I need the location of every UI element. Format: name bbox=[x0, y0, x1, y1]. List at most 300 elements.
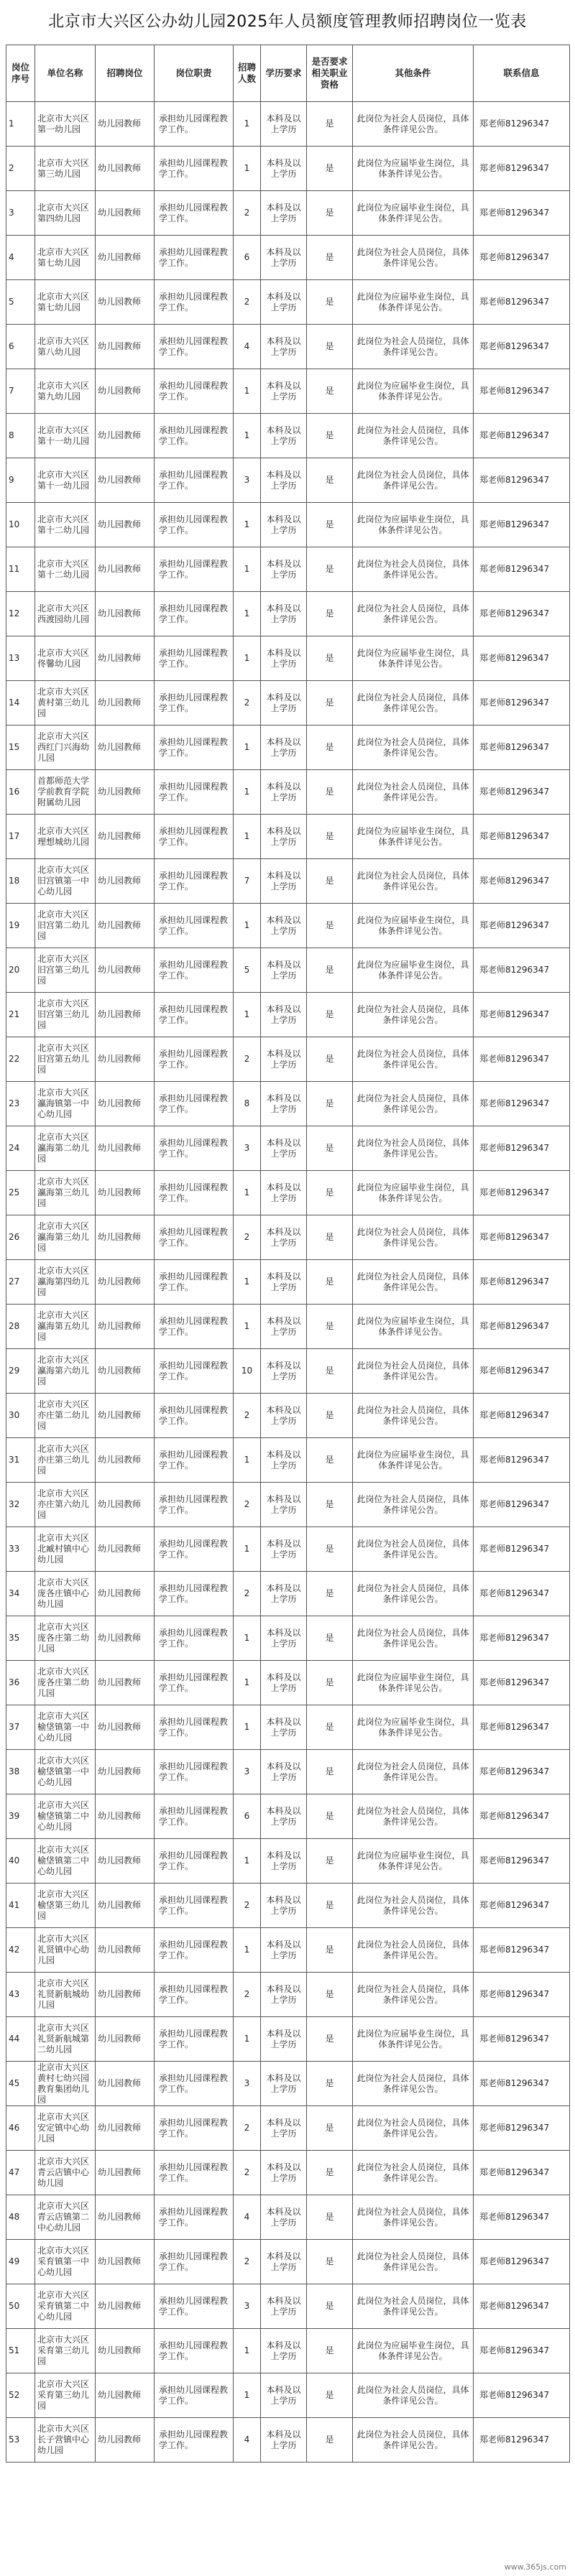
cell-post: 幼儿园教师 bbox=[96, 547, 155, 592]
table-row bbox=[6, 592, 570, 636]
cell-duty: 承担幼儿园课程教学工作。 bbox=[155, 236, 234, 280]
cell-unit-name: 北京市大兴区第一幼儿园 bbox=[35, 102, 96, 147]
cell-contact: 郑老师81296347 bbox=[474, 236, 570, 280]
cell-certificate: 是 bbox=[307, 458, 353, 503]
cell-duty: 承担幼儿园课程教学工作。 bbox=[155, 726, 234, 770]
cell-count: 2 bbox=[234, 1973, 261, 2017]
cell-education: 本科及以上学历 bbox=[261, 1973, 307, 2017]
cell-certificate: 是 bbox=[307, 904, 353, 948]
cell-position-no: 5 bbox=[6, 280, 35, 325]
cell-position-no: 36 bbox=[6, 1661, 35, 1705]
cell-contact: 郑老师81296347 bbox=[474, 1215, 570, 1260]
table-row bbox=[6, 369, 570, 414]
cell-certificate: 是 bbox=[307, 1126, 353, 1171]
cell-count: 4 bbox=[234, 2418, 261, 2463]
cell-count: 1 bbox=[234, 1705, 261, 1750]
cell-post: 幼儿园教师 bbox=[96, 1305, 155, 1349]
cell-duty: 承担幼儿园课程教学工作。 bbox=[155, 1305, 234, 1349]
cell-contact: 郑老师81296347 bbox=[474, 681, 570, 726]
cell-other: 此岗位为社会人员岗位，具体条件详见公告。 bbox=[353, 2284, 474, 2329]
cell-certificate: 是 bbox=[307, 1973, 353, 2017]
cell-education: 本科及以上学历 bbox=[261, 2373, 307, 2418]
cell-other: 此岗位为社会人员岗位，具体条件详见公告。 bbox=[353, 592, 474, 636]
table-row bbox=[6, 414, 570, 458]
cell-position-no: 7 bbox=[6, 369, 35, 414]
cell-education: 本科及以上学历 bbox=[261, 2062, 307, 2106]
cell-contact: 郑老师81296347 bbox=[474, 859, 570, 904]
cell-other: 此岗位为社会人员岗位，具体条件详见公告。 bbox=[353, 1349, 474, 1394]
cell-duty: 承担幼儿园课程教学工作。 bbox=[155, 1260, 234, 1305]
cell-duty: 承担幼儿园课程教学工作。 bbox=[155, 993, 234, 1037]
cell-post: 幼儿园教师 bbox=[96, 2418, 155, 2463]
cell-other: 此岗位为社会人员岗位，具体条件详见公告。 bbox=[353, 2373, 474, 2418]
cell-unit-name: 北京市大兴区旧宫镇第一中心幼儿园 bbox=[35, 859, 96, 904]
cell-post: 幼儿园教师 bbox=[96, 592, 155, 636]
cell-unit-name: 北京市大兴区榆垡第三幼儿园 bbox=[35, 1884, 96, 1928]
cell-other: 此岗位为应届毕业生岗位，具体条件详见公告。 bbox=[353, 2329, 474, 2373]
cell-certificate: 是 bbox=[307, 636, 353, 681]
cell-unit-name: 北京市大兴区第十二幼儿园 bbox=[35, 547, 96, 592]
cell-duty: 承担幼儿园课程教学工作。 bbox=[155, 325, 234, 369]
cell-education: 本科及以上学历 bbox=[261, 770, 307, 815]
cell-count: 1 bbox=[234, 2017, 261, 2062]
cell-position-no: 43 bbox=[6, 1973, 35, 2017]
cell-contact: 郑老师81296347 bbox=[474, 1438, 570, 1483]
header-contact: 联系信息 bbox=[474, 45, 570, 102]
cell-contact: 郑老师81296347 bbox=[474, 2329, 570, 2373]
cell-post: 幼儿园教师 bbox=[96, 2106, 155, 2151]
cell-other: 此岗位为应届毕业生岗位，具体条件详见公告。 bbox=[353, 636, 474, 681]
table-row bbox=[6, 859, 570, 904]
cell-certificate: 是 bbox=[307, 726, 353, 770]
cell-position-no: 48 bbox=[6, 2195, 35, 2240]
cell-position-no: 41 bbox=[6, 1884, 35, 1928]
cell-position-no: 11 bbox=[6, 547, 35, 592]
cell-post: 幼儿园教师 bbox=[96, 1661, 155, 1705]
cell-other: 此岗位为应届毕业生岗位，具体条件详见公告。 bbox=[353, 815, 474, 859]
cell-post: 幼儿园教师 bbox=[96, 147, 155, 191]
header-certificate: 是否要求相关职业资格 bbox=[307, 45, 353, 102]
cell-post: 幼儿园教师 bbox=[96, 1884, 155, 1928]
cell-position-no: 52 bbox=[6, 2373, 35, 2418]
cell-certificate: 是 bbox=[307, 2106, 353, 2151]
cell-post: 幼儿园教师 bbox=[96, 1349, 155, 1394]
cell-other: 此岗位为应届毕业生岗位，具体条件详见公告。 bbox=[353, 1171, 474, 1215]
cell-education: 本科及以上学历 bbox=[261, 1260, 307, 1305]
table-row bbox=[6, 2240, 570, 2284]
cell-education: 本科及以上学历 bbox=[261, 1839, 307, 1884]
cell-count: 1 bbox=[234, 815, 261, 859]
cell-duty: 承担幼儿园课程教学工作。 bbox=[155, 1750, 234, 1794]
cell-count: 3 bbox=[234, 2062, 261, 2106]
cell-duty: 承担幼儿园课程教学工作。 bbox=[155, 1438, 234, 1483]
cell-post: 幼儿园教师 bbox=[96, 1082, 155, 1126]
cell-unit-name: 北京市大兴区榆垡镇第一中心幼儿园 bbox=[35, 1705, 96, 1750]
cell-certificate: 是 bbox=[307, 147, 353, 191]
table-row bbox=[6, 1082, 570, 1126]
cell-contact: 郑老师81296347 bbox=[474, 1928, 570, 1973]
table-row bbox=[6, 1527, 570, 1572]
table-row bbox=[6, 1572, 570, 1616]
cell-count: 1 bbox=[234, 147, 261, 191]
cell-other: 此岗位为社会人员岗位，具体条件详见公告。 bbox=[353, 1483, 474, 1527]
cell-duty: 承担幼儿园课程教学工作。 bbox=[155, 2151, 234, 2195]
cell-count: 1 bbox=[234, 592, 261, 636]
cell-education: 本科及以上学历 bbox=[261, 1750, 307, 1794]
cell-duty: 承担幼儿园课程教学工作。 bbox=[155, 1349, 234, 1394]
cell-post: 幼儿园教师 bbox=[96, 859, 155, 904]
cell-contact: 郑老师81296347 bbox=[474, 726, 570, 770]
table-row bbox=[6, 280, 570, 325]
cell-contact: 郑老师81296347 bbox=[474, 1483, 570, 1527]
table-body bbox=[6, 102, 570, 2463]
cell-unit-name: 北京市大兴区第十一幼儿园 bbox=[35, 458, 96, 503]
cell-contact: 郑老师81296347 bbox=[474, 904, 570, 948]
cell-post: 幼儿园教师 bbox=[96, 503, 155, 547]
cell-unit-name: 北京市大兴区榆垡镇第二中心幼儿园 bbox=[35, 1794, 96, 1839]
table-row bbox=[6, 2151, 570, 2195]
cell-contact: 郑老师81296347 bbox=[474, 2373, 570, 2418]
cell-count: 1 bbox=[234, 770, 261, 815]
cell-contact: 郑老师81296347 bbox=[474, 592, 570, 636]
cell-education: 本科及以上学历 bbox=[261, 1126, 307, 1171]
cell-other: 此岗位为应届毕业生岗位，具体条件详见公告。 bbox=[353, 904, 474, 948]
cell-other: 此岗位为社会人员岗位，具体条件详见公告。 bbox=[353, 2240, 474, 2284]
cell-unit-name: 北京市大兴区亦庄第三幼儿园 bbox=[35, 1438, 96, 1483]
cell-other: 此岗位为应届毕业生岗位，具体条件详见公告。 bbox=[353, 2017, 474, 2062]
cell-certificate: 是 bbox=[307, 1527, 353, 1572]
cell-other: 此岗位为社会人员岗位，具体条件详见公告。 bbox=[353, 1973, 474, 2017]
cell-post: 幼儿园教师 bbox=[96, 191, 155, 236]
cell-position-no: 34 bbox=[6, 1572, 35, 1616]
cell-duty: 承担幼儿园课程教学工作。 bbox=[155, 191, 234, 236]
cell-post: 幼儿园教师 bbox=[96, 2373, 155, 2418]
cell-post: 幼儿园教师 bbox=[96, 2195, 155, 2240]
cell-certificate: 是 bbox=[307, 369, 353, 414]
cell-count: 1 bbox=[234, 1305, 261, 1349]
cell-other: 此岗位为应届毕业生岗位，具体条件详见公告。 bbox=[353, 1839, 474, 1884]
cell-other: 此岗位为社会人员岗位，具体条件详见公告。 bbox=[353, 414, 474, 458]
cell-unit-name: 北京市大兴区亦庄第六幼儿园 bbox=[35, 1483, 96, 1527]
cell-count: 1 bbox=[234, 1527, 261, 1572]
cell-contact: 郑老师81296347 bbox=[474, 636, 570, 681]
cell-other: 此岗位为社会人员岗位，具体条件详见公告。 bbox=[353, 458, 474, 503]
cell-other: 此岗位为应届毕业生岗位，具体条件详见公告。 bbox=[353, 1305, 474, 1349]
cell-unit-name: 北京市大兴区旧宫第二幼儿园 bbox=[35, 904, 96, 948]
header-position-no: 岗位序号 bbox=[6, 45, 35, 102]
cell-unit-name: 北京市大兴区采育第三幼儿园 bbox=[35, 2373, 96, 2418]
cell-contact: 郑老师81296347 bbox=[474, 191, 570, 236]
cell-other: 此岗位为社会人员岗位，具体条件详见公告。 bbox=[353, 2106, 474, 2151]
cell-unit-name: 北京市大兴区采育镇第一中心幼儿园 bbox=[35, 2240, 96, 2284]
cell-education: 本科及以上学历 bbox=[261, 1171, 307, 1215]
cell-certificate: 是 bbox=[307, 414, 353, 458]
cell-position-no: 13 bbox=[6, 636, 35, 681]
cell-contact: 郑老师81296347 bbox=[474, 280, 570, 325]
cell-count: 1 bbox=[234, 1171, 261, 1215]
header-post: 招聘岗位 bbox=[96, 45, 155, 102]
cell-count: 10 bbox=[234, 1349, 261, 1394]
cell-other: 此岗位为应届毕业生岗位，具体条件详见公告。 bbox=[353, 948, 474, 993]
cell-education: 本科及以上学历 bbox=[261, 2329, 307, 2373]
cell-education: 本科及以上学历 bbox=[261, 2017, 307, 2062]
cell-count: 3 bbox=[234, 458, 261, 503]
cell-post: 幼儿园教师 bbox=[96, 1438, 155, 1483]
cell-count: 2 bbox=[234, 681, 261, 726]
cell-count: 2 bbox=[234, 191, 261, 236]
cell-post: 幼儿园教师 bbox=[96, 1973, 155, 2017]
cell-contact: 郑老师81296347 bbox=[474, 547, 570, 592]
cell-position-no: 16 bbox=[6, 770, 35, 815]
cell-contact: 郑老师81296347 bbox=[474, 325, 570, 369]
cell-unit-name: 北京市大兴区第七幼儿园 bbox=[35, 236, 96, 280]
cell-unit-name: 北京市大兴区第四幼儿园 bbox=[35, 191, 96, 236]
cell-duty: 承担幼儿园课程教学工作。 bbox=[155, 815, 234, 859]
cell-other: 此岗位为社会人员岗位，具体条件详见公告。 bbox=[353, 1126, 474, 1171]
cell-education: 本科及以上学历 bbox=[261, 458, 307, 503]
cell-other: 此岗位为社会人员岗位，具体条件详见公告。 bbox=[353, 2418, 474, 2463]
cell-other: 此岗位为社会人员岗位，具体条件详见公告。 bbox=[353, 1527, 474, 1572]
cell-other: 此岗位为社会人员岗位，具体条件详见公告。 bbox=[353, 1037, 474, 1082]
table-row bbox=[6, 2284, 570, 2329]
cell-position-no: 31 bbox=[6, 1438, 35, 1483]
cell-certificate: 是 bbox=[307, 1082, 353, 1126]
cell-contact: 郑老师81296347 bbox=[474, 2062, 570, 2106]
cell-certificate: 是 bbox=[307, 1483, 353, 1527]
cell-post: 幼儿园教师 bbox=[96, 1839, 155, 1884]
cell-post: 幼儿园教师 bbox=[96, 2240, 155, 2284]
table-row bbox=[6, 236, 570, 280]
table-row bbox=[6, 1884, 570, 1928]
cell-count: 1 bbox=[234, 547, 261, 592]
cell-contact: 郑老师81296347 bbox=[474, 2240, 570, 2284]
header-education: 学历要求 bbox=[261, 45, 307, 102]
table-row bbox=[6, 547, 570, 592]
cell-count: 1 bbox=[234, 503, 261, 547]
cell-count: 1 bbox=[234, 1661, 261, 1705]
cell-count: 2 bbox=[234, 1572, 261, 1616]
cell-other: 此岗位为应届毕业生岗位，具体条件详见公告。 bbox=[353, 1661, 474, 1705]
cell-contact: 郑老师81296347 bbox=[474, 2418, 570, 2463]
cell-position-no: 25 bbox=[6, 1171, 35, 1215]
cell-post: 幼儿园教师 bbox=[96, 1794, 155, 1839]
cell-unit-name: 北京市大兴区瀛海第五幼儿园 bbox=[35, 1305, 96, 1349]
cell-certificate: 是 bbox=[307, 325, 353, 369]
cell-contact: 郑老师81296347 bbox=[474, 1349, 570, 1394]
cell-contact: 郑老师81296347 bbox=[474, 1260, 570, 1305]
cell-duty: 承担幼儿园课程教学工作。 bbox=[155, 1215, 234, 1260]
cell-other: 此岗位为社会人员岗位，具体条件详见公告。 bbox=[353, 859, 474, 904]
cell-certificate: 是 bbox=[307, 1349, 353, 1394]
cell-count: 7 bbox=[234, 859, 261, 904]
cell-position-no: 51 bbox=[6, 2329, 35, 2373]
cell-contact: 郑老师81296347 bbox=[474, 2151, 570, 2195]
watermark: www.365js.com bbox=[504, 2562, 566, 2572]
table-row bbox=[6, 1705, 570, 1750]
cell-certificate: 是 bbox=[307, 2373, 353, 2418]
cell-post: 幼儿园教师 bbox=[96, 993, 155, 1037]
cell-education: 本科及以上学历 bbox=[261, 1572, 307, 1616]
table-row bbox=[6, 636, 570, 681]
cell-certificate: 是 bbox=[307, 503, 353, 547]
cell-contact: 郑老师81296347 bbox=[474, 1973, 570, 2017]
cell-unit-name: 北京市大兴区旧宫第三幼儿园 bbox=[35, 948, 96, 993]
cell-certificate: 是 bbox=[307, 948, 353, 993]
cell-duty: 承担幼儿园课程教学工作。 bbox=[155, 2329, 234, 2373]
table-row bbox=[6, 102, 570, 147]
cell-contact: 郑老师81296347 bbox=[474, 1616, 570, 1661]
cell-unit-name: 北京市大兴区礼贤镇中心幼儿园 bbox=[35, 1928, 96, 1973]
cell-unit-name: 北京市大兴区黄村七幼兴园教育集团幼儿园 bbox=[35, 2062, 96, 2106]
cell-count: 1 bbox=[234, 1438, 261, 1483]
cell-certificate: 是 bbox=[307, 280, 353, 325]
cell-certificate: 是 bbox=[307, 859, 353, 904]
cell-certificate: 是 bbox=[307, 2329, 353, 2373]
cell-post: 幼儿园教师 bbox=[96, 2151, 155, 2195]
cell-position-no: 24 bbox=[6, 1126, 35, 1171]
table-row bbox=[6, 2062, 570, 2106]
cell-other: 此岗位为社会人员岗位，具体条件详见公告。 bbox=[353, 1884, 474, 1928]
cell-position-no: 33 bbox=[6, 1527, 35, 1572]
cell-duty: 承担幼儿园课程教学工作。 bbox=[155, 1126, 234, 1171]
cell-count: 1 bbox=[234, 369, 261, 414]
cell-education: 本科及以上学历 bbox=[261, 1082, 307, 1126]
cell-post: 幼儿园教师 bbox=[96, 1750, 155, 1794]
cell-post: 幼儿园教师 bbox=[96, 1928, 155, 1973]
cell-education: 本科及以上学历 bbox=[261, 1305, 307, 1349]
cell-contact: 郑老师81296347 bbox=[474, 1394, 570, 1438]
cell-count: 1 bbox=[234, 2373, 261, 2418]
cell-unit-name: 北京市大兴区瀛海镇第一中心幼儿园 bbox=[35, 1082, 96, 1126]
table-row bbox=[6, 325, 570, 369]
cell-certificate: 是 bbox=[307, 2017, 353, 2062]
cell-count: 2 bbox=[234, 2151, 261, 2195]
cell-count: 2 bbox=[234, 1483, 261, 1527]
cell-post: 幼儿园教师 bbox=[96, 1037, 155, 1082]
cell-other: 此岗位为社会人员岗位，具体条件详见公告。 bbox=[353, 681, 474, 726]
cell-education: 本科及以上学历 bbox=[261, 1705, 307, 1750]
cell-certificate: 是 bbox=[307, 1394, 353, 1438]
cell-count: 1 bbox=[234, 102, 261, 147]
table-row bbox=[6, 1349, 570, 1394]
cell-unit-name: 北京市大兴区第十一幼儿园 bbox=[35, 414, 96, 458]
cell-other: 此岗位为社会人员岗位，具体条件详见公告。 bbox=[353, 2062, 474, 2106]
cell-count: 2 bbox=[234, 2106, 261, 2151]
header-count: 招聘人数 bbox=[234, 45, 261, 102]
table-row bbox=[6, 681, 570, 726]
cell-other: 此岗位为应届毕业生岗位，具体条件详见公告。 bbox=[353, 191, 474, 236]
cell-duty: 承担幼儿园课程教学工作。 bbox=[155, 1884, 234, 1928]
cell-education: 本科及以上学历 bbox=[261, 815, 307, 859]
cell-unit-name: 北京市大兴区榆垡镇第二中心幼儿园 bbox=[35, 1839, 96, 1884]
cell-unit-name: 北京市大兴区瀛海第四幼儿园 bbox=[35, 1260, 96, 1305]
cell-post: 幼儿园教师 bbox=[96, 2017, 155, 2062]
cell-certificate: 是 bbox=[307, 1705, 353, 1750]
cell-duty: 承担幼儿园课程教学工作。 bbox=[155, 1037, 234, 1082]
cell-certificate: 是 bbox=[307, 592, 353, 636]
cell-contact: 郑老师81296347 bbox=[474, 948, 570, 993]
cell-unit-name: 北京市大兴区第九幼儿园 bbox=[35, 369, 96, 414]
cell-duty: 承担幼儿园课程教学工作。 bbox=[155, 1705, 234, 1750]
cell-position-no: 45 bbox=[6, 2062, 35, 2106]
cell-count: 1 bbox=[234, 993, 261, 1037]
cell-contact: 郑老师81296347 bbox=[474, 2195, 570, 2240]
cell-post: 幼儿园教师 bbox=[96, 280, 155, 325]
cell-other: 此岗位为社会人员岗位，具体条件详见公告。 bbox=[353, 1260, 474, 1305]
cell-post: 幼儿园教师 bbox=[96, 325, 155, 369]
cell-position-no: 18 bbox=[6, 859, 35, 904]
cell-position-no: 37 bbox=[6, 1705, 35, 1750]
cell-position-no: 29 bbox=[6, 1349, 35, 1394]
cell-other: 此岗位为应届毕业生岗位，具体条件详见公告。 bbox=[353, 1705, 474, 1750]
cell-certificate: 是 bbox=[307, 1305, 353, 1349]
cell-certificate: 是 bbox=[307, 2151, 353, 2195]
cell-unit-name: 北京市大兴区瀛海第三幼儿园 bbox=[35, 1171, 96, 1215]
cell-education: 本科及以上学历 bbox=[261, 503, 307, 547]
cell-contact: 郑老师81296347 bbox=[474, 1037, 570, 1082]
cell-position-no: 32 bbox=[6, 1483, 35, 1527]
cell-count: 2 bbox=[234, 1394, 261, 1438]
cell-duty: 承担幼儿园课程教学工作。 bbox=[155, 2106, 234, 2151]
cell-duty: 承担幼儿园课程教学工作。 bbox=[155, 1483, 234, 1527]
cell-count: 1 bbox=[234, 1928, 261, 1973]
cell-education: 本科及以上学历 bbox=[261, 369, 307, 414]
cell-position-no: 27 bbox=[6, 1260, 35, 1305]
cell-duty: 承担幼儿园课程教学工作。 bbox=[155, 904, 234, 948]
cell-education: 本科及以上学历 bbox=[261, 147, 307, 191]
cell-position-no: 39 bbox=[6, 1794, 35, 1839]
cell-certificate: 是 bbox=[307, 1794, 353, 1839]
cell-contact: 郑老师81296347 bbox=[474, 1126, 570, 1171]
cell-education: 本科及以上学历 bbox=[261, 1438, 307, 1483]
cell-other: 此岗位为应届毕业生岗位，具体条件详见公告。 bbox=[353, 147, 474, 191]
cell-unit-name: 北京市大兴区礼贤新航城第二幼儿园 bbox=[35, 2017, 96, 2062]
cell-education: 本科及以上学历 bbox=[261, 1884, 307, 1928]
table-row bbox=[6, 1126, 570, 1171]
cell-contact: 郑老师81296347 bbox=[474, 1705, 570, 1750]
cell-certificate: 是 bbox=[307, 1572, 353, 1616]
cell-education: 本科及以上学历 bbox=[261, 547, 307, 592]
table-row bbox=[6, 1973, 570, 2017]
cell-certificate: 是 bbox=[307, 1438, 353, 1483]
cell-post: 幼儿园教师 bbox=[96, 414, 155, 458]
cell-education: 本科及以上学历 bbox=[261, 1349, 307, 1394]
cell-certificate: 是 bbox=[307, 2240, 353, 2284]
cell-duty: 承担幼儿园课程教学工作。 bbox=[155, 1394, 234, 1438]
cell-duty: 承担幼儿园课程教学工作。 bbox=[155, 2017, 234, 2062]
table-row bbox=[6, 948, 570, 993]
cell-duty: 承担幼儿园课程教学工作。 bbox=[155, 2284, 234, 2329]
cell-post: 幼儿园教师 bbox=[96, 681, 155, 726]
cell-education: 本科及以上学历 bbox=[261, 1616, 307, 1661]
cell-other: 此岗位为社会人员岗位，具体条件详见公告。 bbox=[353, 547, 474, 592]
table-row bbox=[6, 1928, 570, 1973]
cell-contact: 郑老师81296347 bbox=[474, 1572, 570, 1616]
cell-position-no: 2 bbox=[6, 147, 35, 191]
cell-unit-name: 北京市大兴区瀛海第三幼儿园 bbox=[35, 1215, 96, 1260]
table-header-row bbox=[6, 45, 570, 102]
cell-count: 2 bbox=[234, 1884, 261, 1928]
cell-duty: 承担幼儿园课程教学工作。 bbox=[155, 1661, 234, 1705]
cell-education: 本科及以上学历 bbox=[261, 414, 307, 458]
cell-count: 8 bbox=[234, 1082, 261, 1126]
cell-contact: 郑老师81296347 bbox=[474, 1750, 570, 1794]
table-row bbox=[6, 726, 570, 770]
cell-count: 2 bbox=[234, 1215, 261, 1260]
table-row bbox=[6, 191, 570, 236]
header-unit-name: 单位名称 bbox=[35, 45, 96, 102]
cell-post: 幼儿园教师 bbox=[96, 236, 155, 280]
